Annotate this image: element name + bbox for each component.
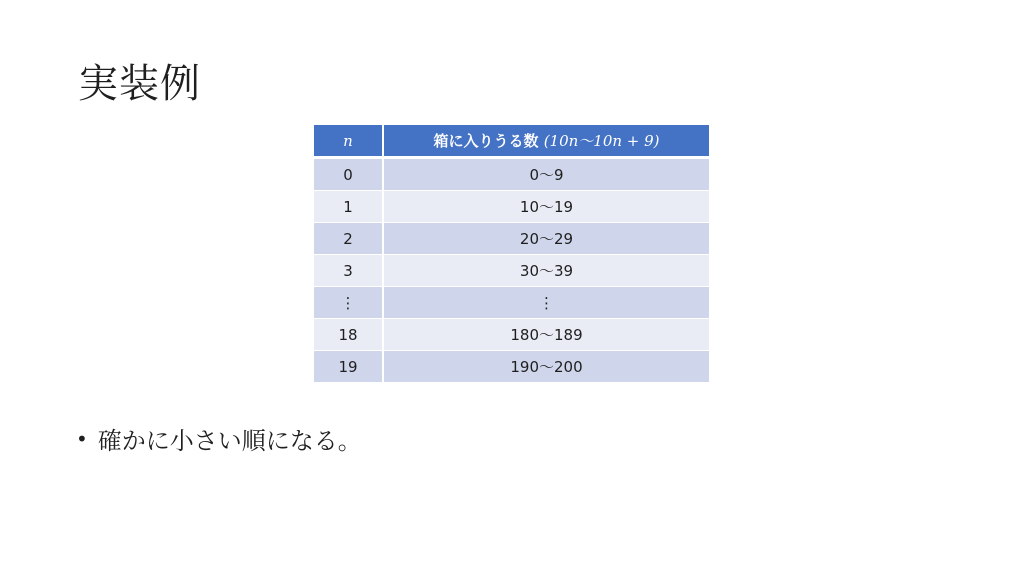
- bullet-text: 確かに小さい順になる。: [97, 427, 362, 455]
- cell-range: 30～39: [383, 255, 709, 287]
- bucket-table: [314, 125, 709, 383]
- cell-range: 180～189: [383, 319, 709, 351]
- cell-n: 19: [314, 351, 383, 383]
- table-row: [314, 351, 709, 383]
- table-row: [314, 287, 709, 319]
- table-row: [314, 319, 709, 351]
- slide-title: 実装例: [78, 61, 201, 107]
- table-row: [314, 223, 709, 255]
- table-row: [314, 158, 709, 191]
- cell-n: ⋮: [314, 287, 383, 319]
- table-row: [314, 191, 709, 223]
- cell-n: 2: [314, 223, 383, 255]
- cell-range: ⋮: [383, 287, 709, 319]
- cell-range: 190～200: [383, 351, 709, 383]
- cell-n: 1: [314, 191, 383, 223]
- table-header-row: [314, 125, 709, 158]
- header-n-label: n: [343, 131, 353, 150]
- table-row: [314, 255, 709, 287]
- bullet-item: [76, 421, 362, 456]
- header-n: [314, 125, 383, 158]
- cell-n: 3: [314, 255, 383, 287]
- cell-n: 0: [314, 158, 383, 191]
- cell-n: 18: [314, 319, 383, 351]
- cell-range: 10～19: [383, 191, 709, 223]
- header-range: [383, 125, 709, 158]
- header-range-label: 箱に入りうる数: [433, 132, 539, 150]
- bullet-dot-icon: •: [76, 426, 88, 451]
- cell-range: 0～9: [383, 158, 709, 191]
- cell-range: 20～29: [383, 223, 709, 255]
- header-range-formula: (10n～10n + 9): [543, 132, 660, 150]
